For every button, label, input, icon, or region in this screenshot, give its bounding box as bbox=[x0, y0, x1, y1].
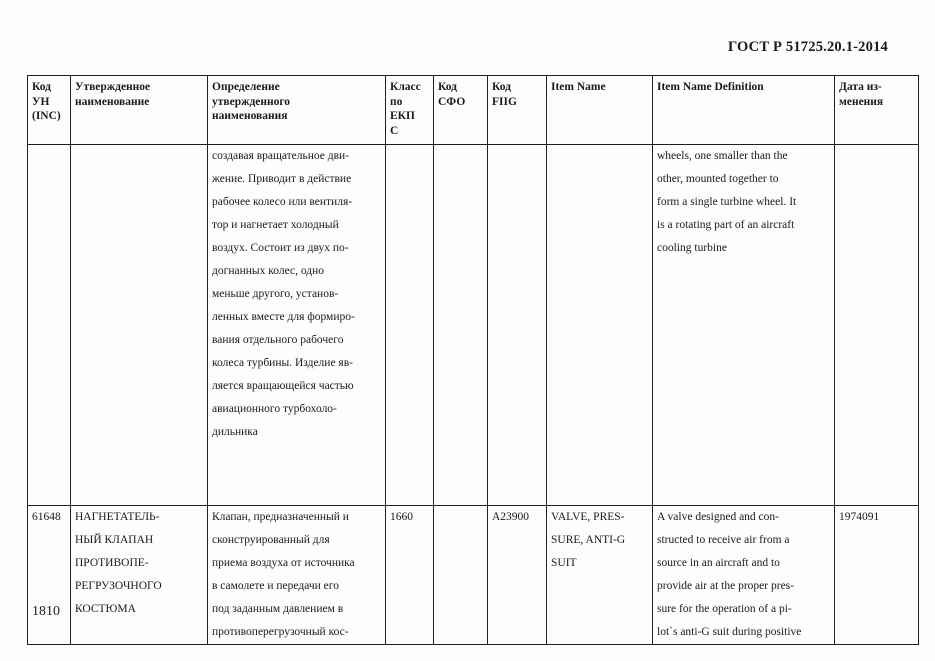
cell-definition: создавая вращательное дви- жение. Приводит в действие рабочее колесо или вентиля- тор и нагнетает холодный воздух. Состоит из двух по- догнанных колес, одно меньше другого, установ- ленных вместе для формиро- вания отдельного рабочего колеса турбины. Изделие яв- ляется вращающейся частью авиационного турбохоло- дильника bbox=[208, 145, 386, 506]
table-row bbox=[28, 145, 919, 506]
cell-approved-name: НАГНЕТАТЕЛЬ- НЫЙ КЛАПАН ПРОТИВОПЕ- РЕГРУЗОЧНОГО КОСТЮМА bbox=[71, 506, 208, 645]
cell-fiig bbox=[488, 145, 547, 506]
cell-class bbox=[386, 145, 434, 506]
column-header-change-date: Дата из- менения bbox=[835, 76, 919, 145]
cell-sfo bbox=[434, 506, 488, 645]
cell-item-name bbox=[547, 145, 653, 506]
specification-table bbox=[27, 75, 919, 645]
cell-fiig: A23900 bbox=[488, 506, 547, 645]
cell-inc: 61648 bbox=[28, 506, 71, 645]
column-header-inc: Код УН (INC) bbox=[28, 76, 71, 145]
column-header-sfo: Код СФО bbox=[434, 76, 488, 145]
column-header-approved-name: Утвержденное наименование bbox=[71, 76, 208, 145]
document-standard-header: ГОСТ Р 51725.20.1-2014 bbox=[727, 39, 888, 55]
cell-item-name: VALVE, PRES- SURE, ANTI-G SUIT bbox=[547, 506, 653, 645]
page-number: 1810 bbox=[32, 604, 60, 619]
cell-change-date: 1974091 bbox=[835, 506, 919, 645]
cell-item-definition: A valve designed and con- structed to receive air from a source in an aircraft and to provide air at the proper pres- sure for the operation of a pi- lot`s anti-G suit during positive bbox=[653, 506, 835, 645]
column-header-definition: Определение утвержденного наименования bbox=[208, 76, 386, 145]
cell-sfo bbox=[434, 145, 488, 506]
cell-change-date bbox=[835, 145, 919, 506]
table-row bbox=[28, 506, 919, 645]
table-header-row bbox=[28, 76, 919, 145]
cell-approved-name bbox=[71, 145, 208, 506]
column-header-class: Класс по ЕКП С bbox=[386, 76, 434, 145]
column-header-item-name: Item Name bbox=[547, 76, 653, 145]
column-header-fiig: Код FIIG bbox=[488, 76, 547, 145]
cell-item-definition: wheels, one smaller than the other, mounted together to form a single turbine wheel. It is a rotating part of an aircraft cooling turbine bbox=[653, 145, 835, 506]
cell-definition: Клапан, предназначенный и сконструированный для приема воздуха от источника в самолете и передачи его под заданным давлением в противоперегрузочный кос- bbox=[208, 506, 386, 645]
column-header-item-definition: Item Name Definition bbox=[653, 76, 835, 145]
cell-inc bbox=[28, 145, 71, 506]
cell-class: 1660 bbox=[386, 506, 434, 645]
